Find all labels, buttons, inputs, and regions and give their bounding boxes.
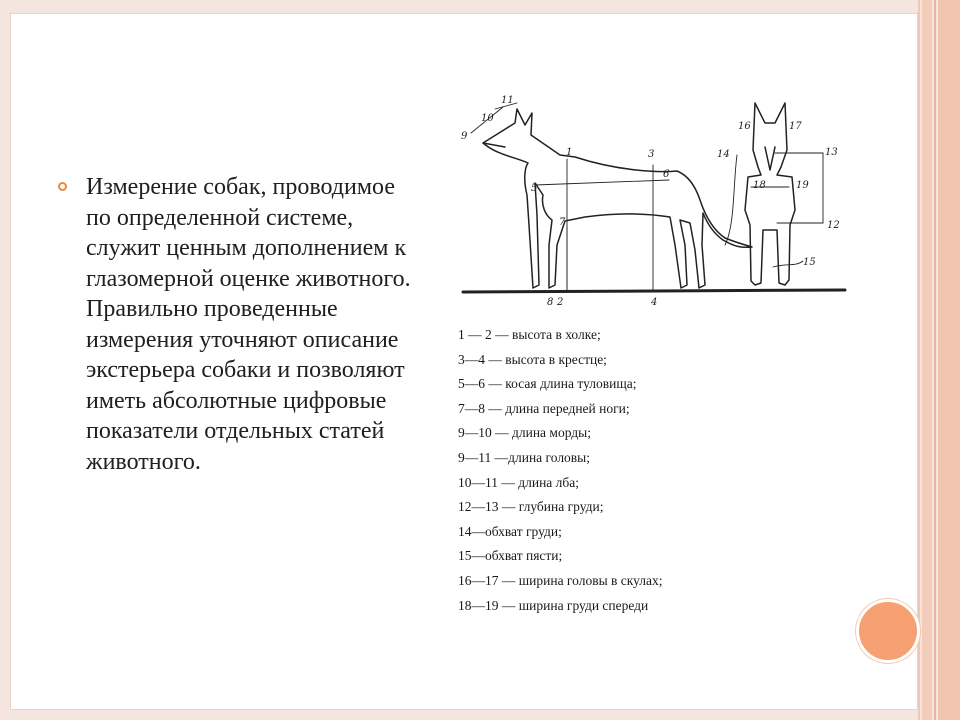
diagram-label: 17 [789, 121, 802, 132]
diagram-label: 18 [753, 180, 766, 191]
diagram-label: 5 [531, 183, 538, 194]
diagram-label: 3 [648, 149, 655, 160]
diagram-label: 13 [825, 147, 838, 158]
diagram-label: 16 [738, 121, 751, 132]
legend-item: 3—4 — высота в крестце; [458, 351, 607, 367]
decor-stripe [938, 0, 960, 720]
diagram-label: 14 [717, 149, 730, 160]
diagram-label: 2 [557, 297, 564, 308]
diagram-label: 8 [547, 297, 554, 308]
legend-item: 9—11 —длина головы; [458, 449, 591, 465]
legend-item: 15—обхват пясти; [458, 548, 563, 564]
diagram-label: 1 [566, 147, 573, 158]
diagram-label: 10 [481, 113, 494, 124]
legend-item: 14—обхват груди; [458, 523, 562, 539]
legend-item: 1 — 2 — высота в холке; [458, 327, 601, 342]
body-text: Измерение собак, проводимое по определенной системе, служит ценным дополнением к глазомерной оценке животного. Правильно проведенные измерения уточняют описание экстерьера собаки и позволяют иметь абсолютные цифровые показатели отдельных статей животного. [86, 174, 411, 475]
diagram-label: 12 [827, 220, 840, 231]
decor-stripe [922, 0, 932, 720]
measurement-lines [471, 103, 823, 292]
dog-front-view [745, 103, 795, 285]
legend-item: 9—10 — длина морды; [458, 425, 591, 441]
legend-item: 10—11 — длина лба; [458, 474, 580, 490]
legend-item: 5—6 — косая длина туловища; [458, 376, 637, 392]
diagram-label: 19 [796, 180, 809, 191]
measurement-legend [458, 327, 663, 622]
legend-item: 12—13 — глубина груди; [458, 499, 604, 515]
legend-item: 7—8 — длина передней ноги; [458, 400, 630, 416]
ground-line [463, 290, 845, 292]
legend-item: 18—19 — ширина груди спереди [458, 597, 649, 613]
legend-item: 16—17 — ширина головы в скулах; [458, 572, 663, 588]
decor-stripe [918, 0, 920, 720]
diagram-label: 6 [663, 169, 670, 180]
decor-stripe [934, 0, 936, 720]
dog-measurement-diagram [455, 95, 850, 315]
decor-circle [856, 599, 920, 663]
diagram-label: 11 [501, 95, 514, 106]
dog-side-view [483, 109, 752, 288]
diagram-label: 9 [461, 131, 468, 142]
diagram-label: 15 [803, 257, 816, 268]
bullet-icon [58, 182, 67, 191]
diagram-label: 7 [559, 217, 566, 228]
diagram-label: 4 [651, 297, 658, 308]
